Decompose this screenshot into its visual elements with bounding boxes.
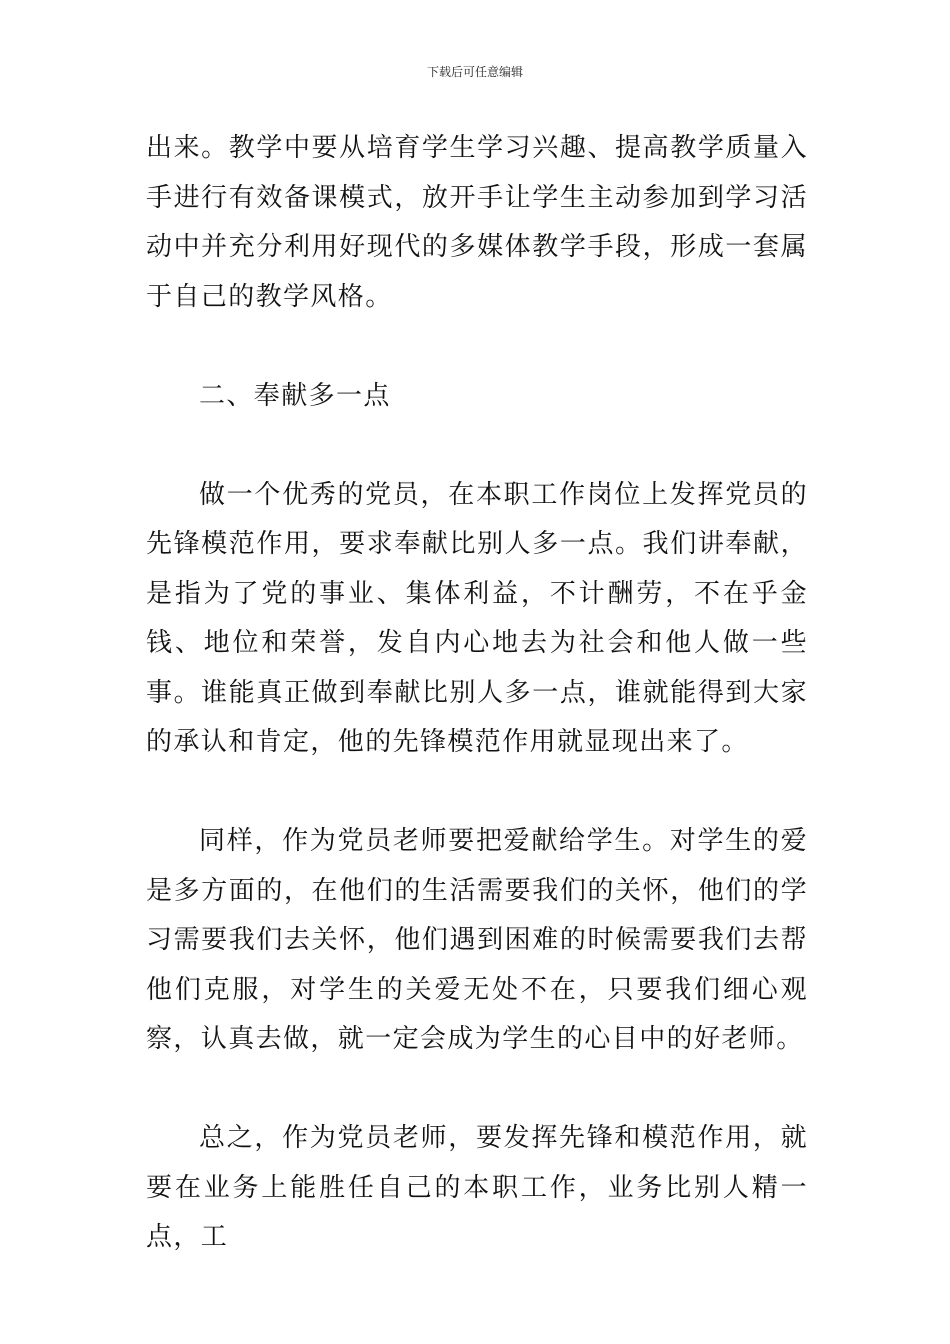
paragraph-gap xyxy=(146,768,808,818)
paragraph-love-for-students: 同样，作为党员老师要把爱献给学生。对学生的爱是多方面的，在他们的生活需要我们的关怀，他们的学习需要我们去关怀，他们遇到困难的时候需要我们去帮他们克服，对学生的关爱无处不在，只要我们细心观察，认真去做，就一定会成为学生的心目中的好老师。 xyxy=(146,826,808,1054)
paragraph-gap xyxy=(146,421,808,471)
paragraph-gap xyxy=(146,322,808,372)
page-header: 下载后可任意编辑 xyxy=(426,65,523,79)
document-body xyxy=(146,124,808,1263)
paragraph-summary: 总之，作为党员老师，要发挥先锋和模范作用，就要在业务上能胜任自己的本职工作，业务比别人精一点，工 xyxy=(146,1123,808,1252)
section-heading: 二、奉献多一点 xyxy=(199,380,391,411)
paragraph-continuation: 出来。教学中要从培育学生学习兴趣、提高教学质量入手进行有效备课模式，放开手让学生主动参加到学习活动中并充分利用好现代的多媒体教学手段，形成一套属于自己的教学风格。 xyxy=(146,133,808,312)
paragraph-gap xyxy=(146,1065,808,1115)
paragraph-dedication: 做一个优秀的党员，在本职工作岗位上发挥党员的先锋模范作用，要求奉献比别人多一点。我们讲奉献，是指为了党的事业、集体利益，不计酬劳，不在乎金钱、地位和荣誉，发自内心地去为社会和他人做一些事。谁能真正做到奉献比别人多一点，谁就能得到大家的承认和肯定，他的先锋模范作用就显现出来了。 xyxy=(146,479,808,757)
